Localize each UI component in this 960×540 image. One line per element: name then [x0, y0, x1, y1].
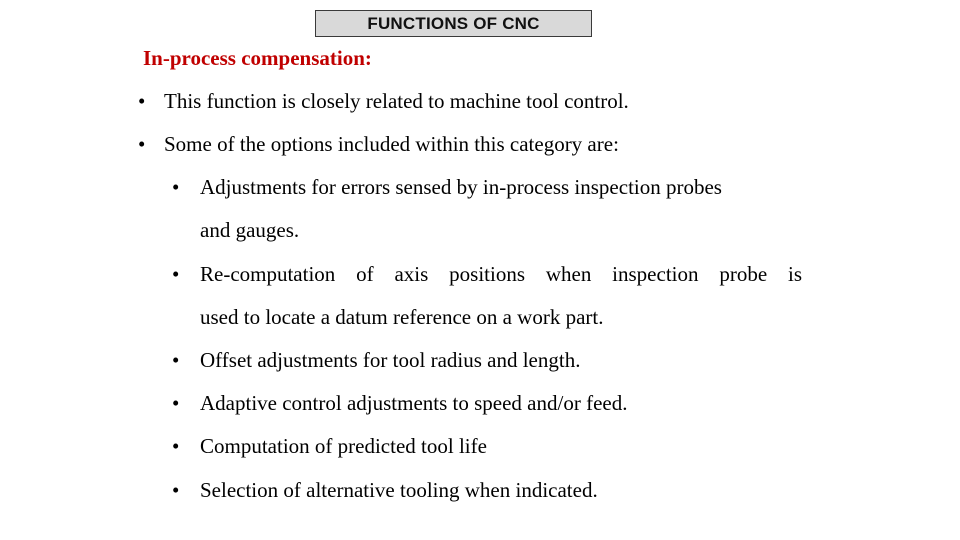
sub-bullet-text: Offset adjustments for tool radius and length.	[200, 348, 581, 372]
sub-bullet-text: Adjustments for errors sensed by in-process inspection probes	[200, 175, 722, 199]
slide-title: FUNCTIONS OF CNC	[367, 13, 540, 33]
bullet-dot-icon: •	[172, 478, 180, 502]
sub-bullet-continuation: used to locate a datum reference on a work part.	[200, 305, 604, 329]
sub-bullet-text: Computation of predicted tool life	[200, 434, 487, 458]
sub-bullet-item	[172, 174, 722, 200]
bullet-text: This function is closely related to machine tool control.	[164, 89, 629, 113]
bullet-text: Some of the options included within this category are:	[164, 132, 619, 156]
bullet-item	[138, 88, 629, 114]
bullet-dot-icon: •	[172, 262, 180, 286]
sub-bullet-item	[172, 433, 487, 459]
sub-bullet-text: Selection of alternative tooling when indicated.	[200, 478, 598, 502]
sub-bullet-text: Re-computation of axis positions when inspection probe is	[200, 262, 802, 286]
bullet-dot-icon: •	[138, 132, 146, 156]
bullet-dot-icon: •	[172, 348, 180, 372]
bullet-item	[138, 131, 619, 157]
section-heading: In-process compensation:	[143, 46, 372, 70]
bullet-dot-icon: •	[172, 434, 180, 458]
sub-bullet-text: Adaptive control adjustments to speed and/or feed.	[200, 391, 628, 415]
bullet-dot-icon: •	[138, 89, 146, 113]
sub-bullet-continuation: and gauges.	[200, 218, 300, 242]
sub-bullet-item	[172, 477, 598, 503]
bullet-dot-icon: •	[172, 175, 180, 199]
sub-bullet-item	[172, 261, 802, 287]
bullet-dot-icon: •	[172, 391, 180, 415]
sub-bullet-item	[172, 390, 628, 416]
sub-bullet-item	[172, 347, 581, 373]
slide-title-box	[315, 10, 592, 37]
